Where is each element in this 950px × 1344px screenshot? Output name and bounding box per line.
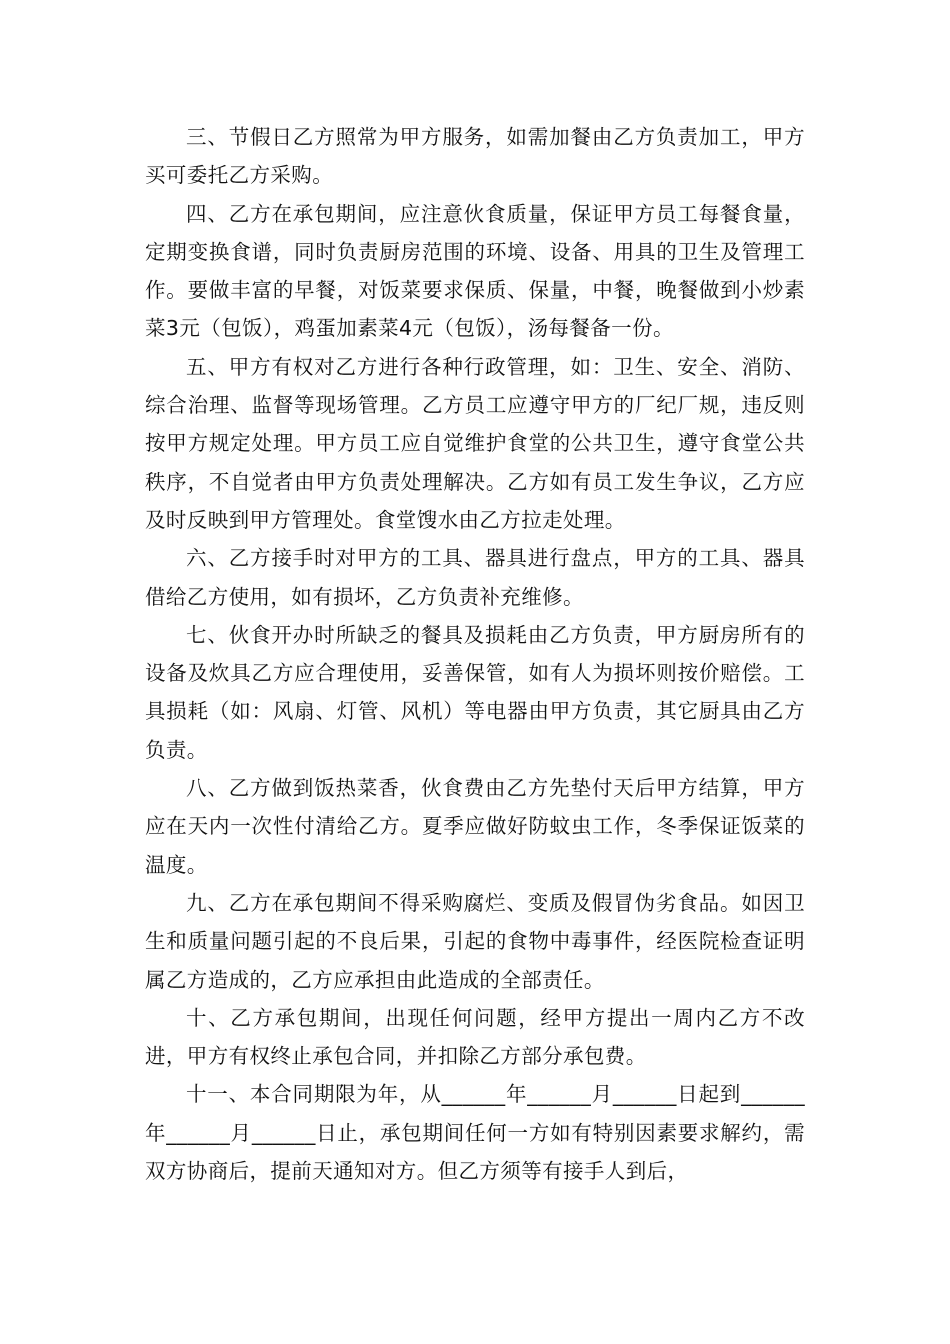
clause-9-paragraph: 九、乙方在承包期间不得采购腐烂、变质及假冒伪劣食品。如因卫生和质量问题引起的不良后果，引起的食物中毒事件，经医院检查证明属乙方造成的，乙方应承担由此造成的全部责任。 bbox=[145, 890, 805, 992]
clause-8-paragraph: 八、乙方做到饭热菜香，伙食费由乙方先垫付天后甲方结算，甲方应在天内一次性付清给乙方。夏季应做好防蚊虫工作，冬季保证饭菜的温度。 bbox=[145, 776, 805, 877]
clause-3-paragraph: 三、节假日乙方照常为甲方服务，如需加餐由乙方负责加工，甲方买可委托乙方采购。 bbox=[145, 125, 805, 188]
clause-7-paragraph: 七、伙食开办时所缺乏的餐具及损耗由乙方负责，甲方厨房所有的设备及炊具乙方应合理使用，妥善保管，如有人为损坏则按价赔偿。工具损耗（如：风扇、灯管、风机）等电器由甲方负责，其它厨具由乙方负责。 bbox=[145, 622, 805, 762]
contract-body bbox=[145, 118, 805, 1190]
clause-11-paragraph: 十一、本合同期限为年，从______年______月______日起到______年______月______日止，承包期间任何一方如有特别因素要求解约，需双方协商后，提前天通知对方。但乙方须等有接手人到后， bbox=[145, 1082, 805, 1184]
clause-10-paragraph: 十、乙方承包期间，出现任何问题，经甲方提出一周内乙方不改进，甲方有权终止承包合同，并扣除乙方部分承包费。 bbox=[145, 1005, 805, 1069]
clause-5-paragraph: 五、甲方有权对乙方进行各种行政管理，如：卫生、安全、消防、综合治理、监督等现场管理。乙方员工应遵守甲方的厂纪厂规，违反则按甲方规定处理。甲方员工应自觉维护食堂的公共卫生，遵守食堂公共秩序，不自觉者由甲方负责处理解决。乙方如有员工发生争议，乙方应及时反映到甲方管理处。食堂馊水由乙方拉走处理。 bbox=[145, 354, 805, 532]
clause-6-paragraph: 六、乙方接手时对甲方的工具、器具进行盘点，甲方的工具、器具借给乙方使用，如有损坏，乙方负责补充维修。 bbox=[145, 546, 805, 609]
clause-4-paragraph: 四、乙方在承包期间，应注意伙食质量，保证甲方员工每餐食量，定期变换食谱，同时负责厨房范围的环境、设备、用具的卫生及管理工作。要做丰富的早餐，对饭菜要求保质、保量，中餐，晚餐做到小炒素菜3元（包饭），鸡蛋加素菜4元（包饭），汤每餐备一份。 bbox=[145, 201, 805, 341]
